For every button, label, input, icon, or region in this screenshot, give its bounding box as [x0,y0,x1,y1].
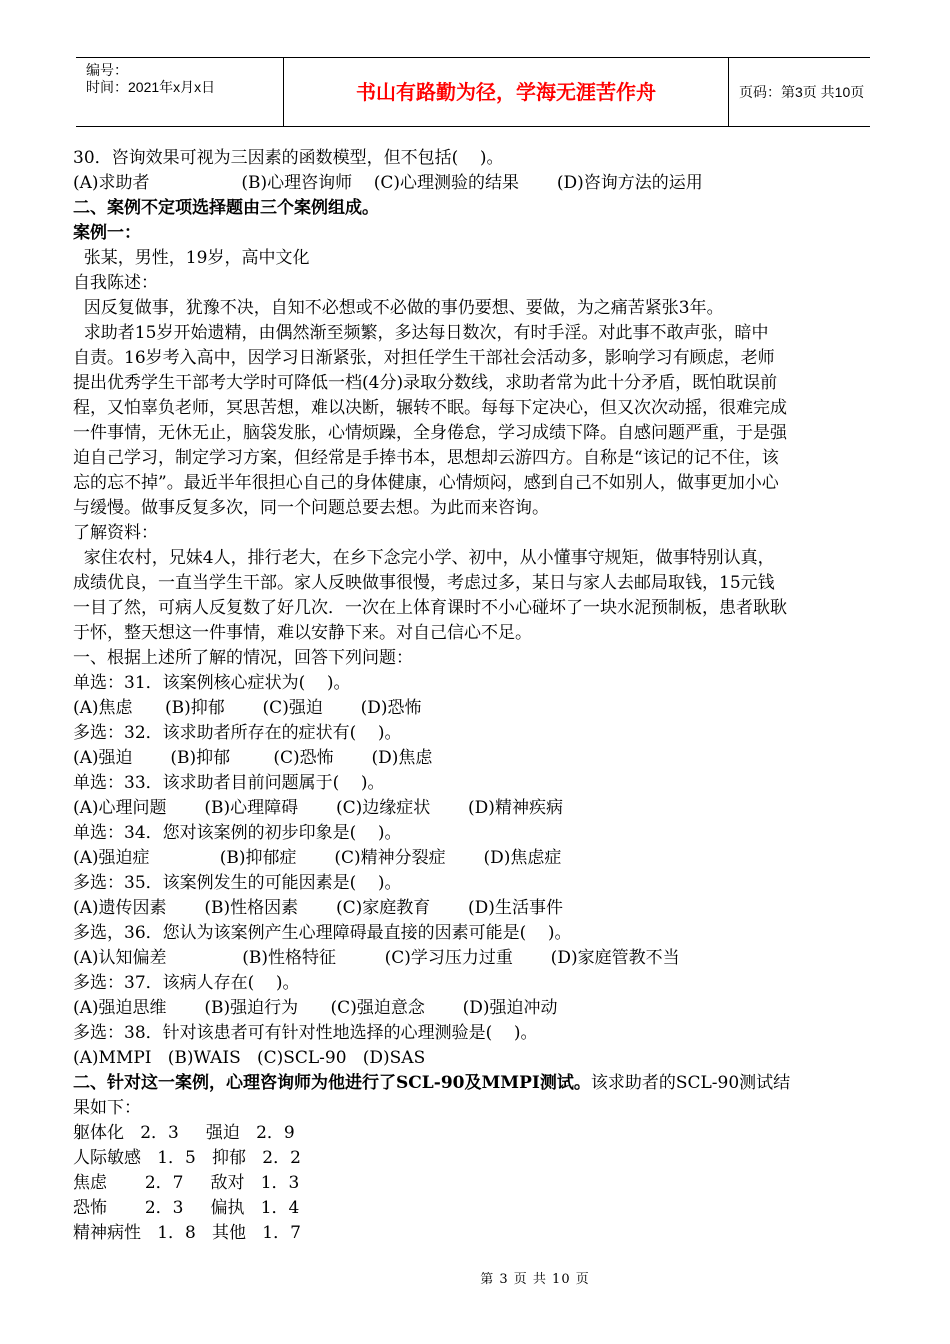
scl-result-row: 精神病性 1．8 其他 1．7 [73,1223,301,1243]
text-line: 一件事情，无休无止，脑袋发胀，心情烦躁，全身倦怠，学习成绩下降。自感问题严重，于是强 [73,423,787,443]
text-line: (A)强迫 (B)抑郁 (C)恐怖 (D)焦虑 [73,748,433,768]
text-line: (A)强迫思维 (B)强迫行为 (C)强迫意念 (D)强迫冲动 [73,998,558,1018]
text-line: 多选：32．该求助者所存在的症状有( )。 [73,723,402,743]
case-intro-continuation: 果如下： [73,1098,141,1118]
text-line: (A)心理问题 (B)心理障碍 (C)边缘症状 (D)精神疾病 [73,798,563,818]
text-line: 案例一： [73,223,141,243]
text-line: 提出优秀学生干部考大学时可降低一档(4分)录取分数线，求助者常为此十分矛盾，既怕耽误前 [73,373,778,393]
text-line: 二、案例不定项选择题由三个案例组成。 [73,198,379,218]
text-line: (A)求助者 (B)心理咨询师 (C)心理测验的结果 (D)咨询方法的运用 [73,173,703,193]
text-line: 30．咨询效果可视为三因素的函数模型，但不包括( )。 [73,148,504,168]
scl-result-row: 恐怖 2．3 偏执 1．4 [73,1198,300,1218]
document-time-label: 时间：2021年x月x日 [86,79,216,95]
text-line: 忘的忘不掉”。最近半年很担心自己的身体健康，心情烦闷，感到自己不如别人，做事更加小心 [73,473,779,493]
text-line: (A)遗传因素 (B)性格因素 (C)家庭教育 (D)生活事件 [73,898,563,918]
text-line: 程，又怕辜负老师，冥思苦想，难以决断，辗转不眠。每每下定决心，但又次次动摇，很难完成 [73,398,787,418]
text-line: 一目了然，可病人反复数了好几次．一次在上体育课时不小心碰坏了一块水泥预制板，患者耿耿 [73,598,787,618]
text-line: 求助者15岁开始遗精，由偶然渐至频繁，多达每日数次，有时手淫。对此事不敢声张，暗中 [73,323,769,343]
scl-result-row: 焦虑 2．7 敌对 1．3 [73,1173,300,1193]
document-number-label: 编号： [86,62,128,78]
text-line: 单选：31．该案例核心症状为( )。 [73,673,351,693]
text-line: 成绩优良，一直当学生干部。家人反映做事很慢，考虑过多，某日与家人去邮局取钱，15元钱 [73,573,775,593]
text-line: (A)认知偏差 (B)性格特征 (C)学习压力过重 (D)家庭管教不当 [73,948,680,968]
case-intro-bold: 二、针对这一案例，心理咨询师为他进行了SCL-90及MMPI测试。 [73,1073,591,1093]
text-line: 迫自己学习，制定学习方案，但经常是手捧书本，思想却云游四方。自称是“该记的记不住，该 [73,448,779,468]
text-line: 于怀，整天想这一件事情，难以安静下来。对自己信心不足。 [73,623,532,643]
page-header [76,57,870,127]
text-line: 单选：34．您对该案例的初步印象是( )。 [73,823,402,843]
scl-result-row: 躯体化 2．3 强迫 2．9 [73,1123,295,1143]
text-line: 与缓慢。做事反复多次，同一个问题总要去想。为此而来咨询。 [73,498,549,518]
text-line: 多选：35．该案例发生的可能因素是( )。 [73,873,402,893]
text-line: 多选，36．您认为该案例产生心理障碍最直接的因素可能是( )。 [73,923,572,943]
text-line: 张某，男性，19岁，高中文化 [73,248,310,268]
text-line: (A)焦虑 (B)抑郁 (C)强迫 (D)恐怖 [73,698,422,718]
text-line: (A)MMPI (B)WAIS (C)SCL-90 (D)SAS [73,1048,426,1068]
text-line: 多选：38．针对该患者可有针对性地选择的心理测验是( )。 [73,1023,538,1043]
header-meta [76,58,283,126]
case-intro-rest: 该求助者的SCL-90测试结 [590,1073,791,1093]
text-line: (A)强迫症 (B)抑郁症 (C)精神分裂症 (D)焦虑症 [73,848,562,868]
scl-result-row: 人际敏感 1．5 抑郁 2．2 [73,1148,301,1168]
case-intro-line [73,1071,878,1096]
text-line: 了解资料： [73,523,158,543]
header-page-info: 页码：第3页 共10页 [739,84,865,100]
text-line: 多选：37．该病人存在( )。 [73,973,300,993]
text-line: 自责。16岁考入高中，因学习日渐紧张，对担任学生干部社会活动多，影响学习有顾虑，老师 [73,348,775,368]
text-line: 自我陈述： [73,273,158,293]
document-body [73,146,878,1246]
text-line: 单选：33．该求助者目前问题属于( )。 [73,773,385,793]
page-footer: 第 3 页 共 10 页 [480,1272,590,1287]
text-line: 家住农村，兄妹4人，排行老大，在乡下念完小学、初中，从小懂事守规矩，做事特别认真， [73,548,775,568]
text-line: 因反复做事，犹豫不决，自知不必想或不必做的事仍要想、要做，为之痛苦紧张3年。 [73,298,724,318]
text-line: 一、根据上述所了解的情况，回答下列问题： [73,648,413,668]
header-motto: 书山有路勤为径，学海无涯苦作舟 [283,58,729,126]
